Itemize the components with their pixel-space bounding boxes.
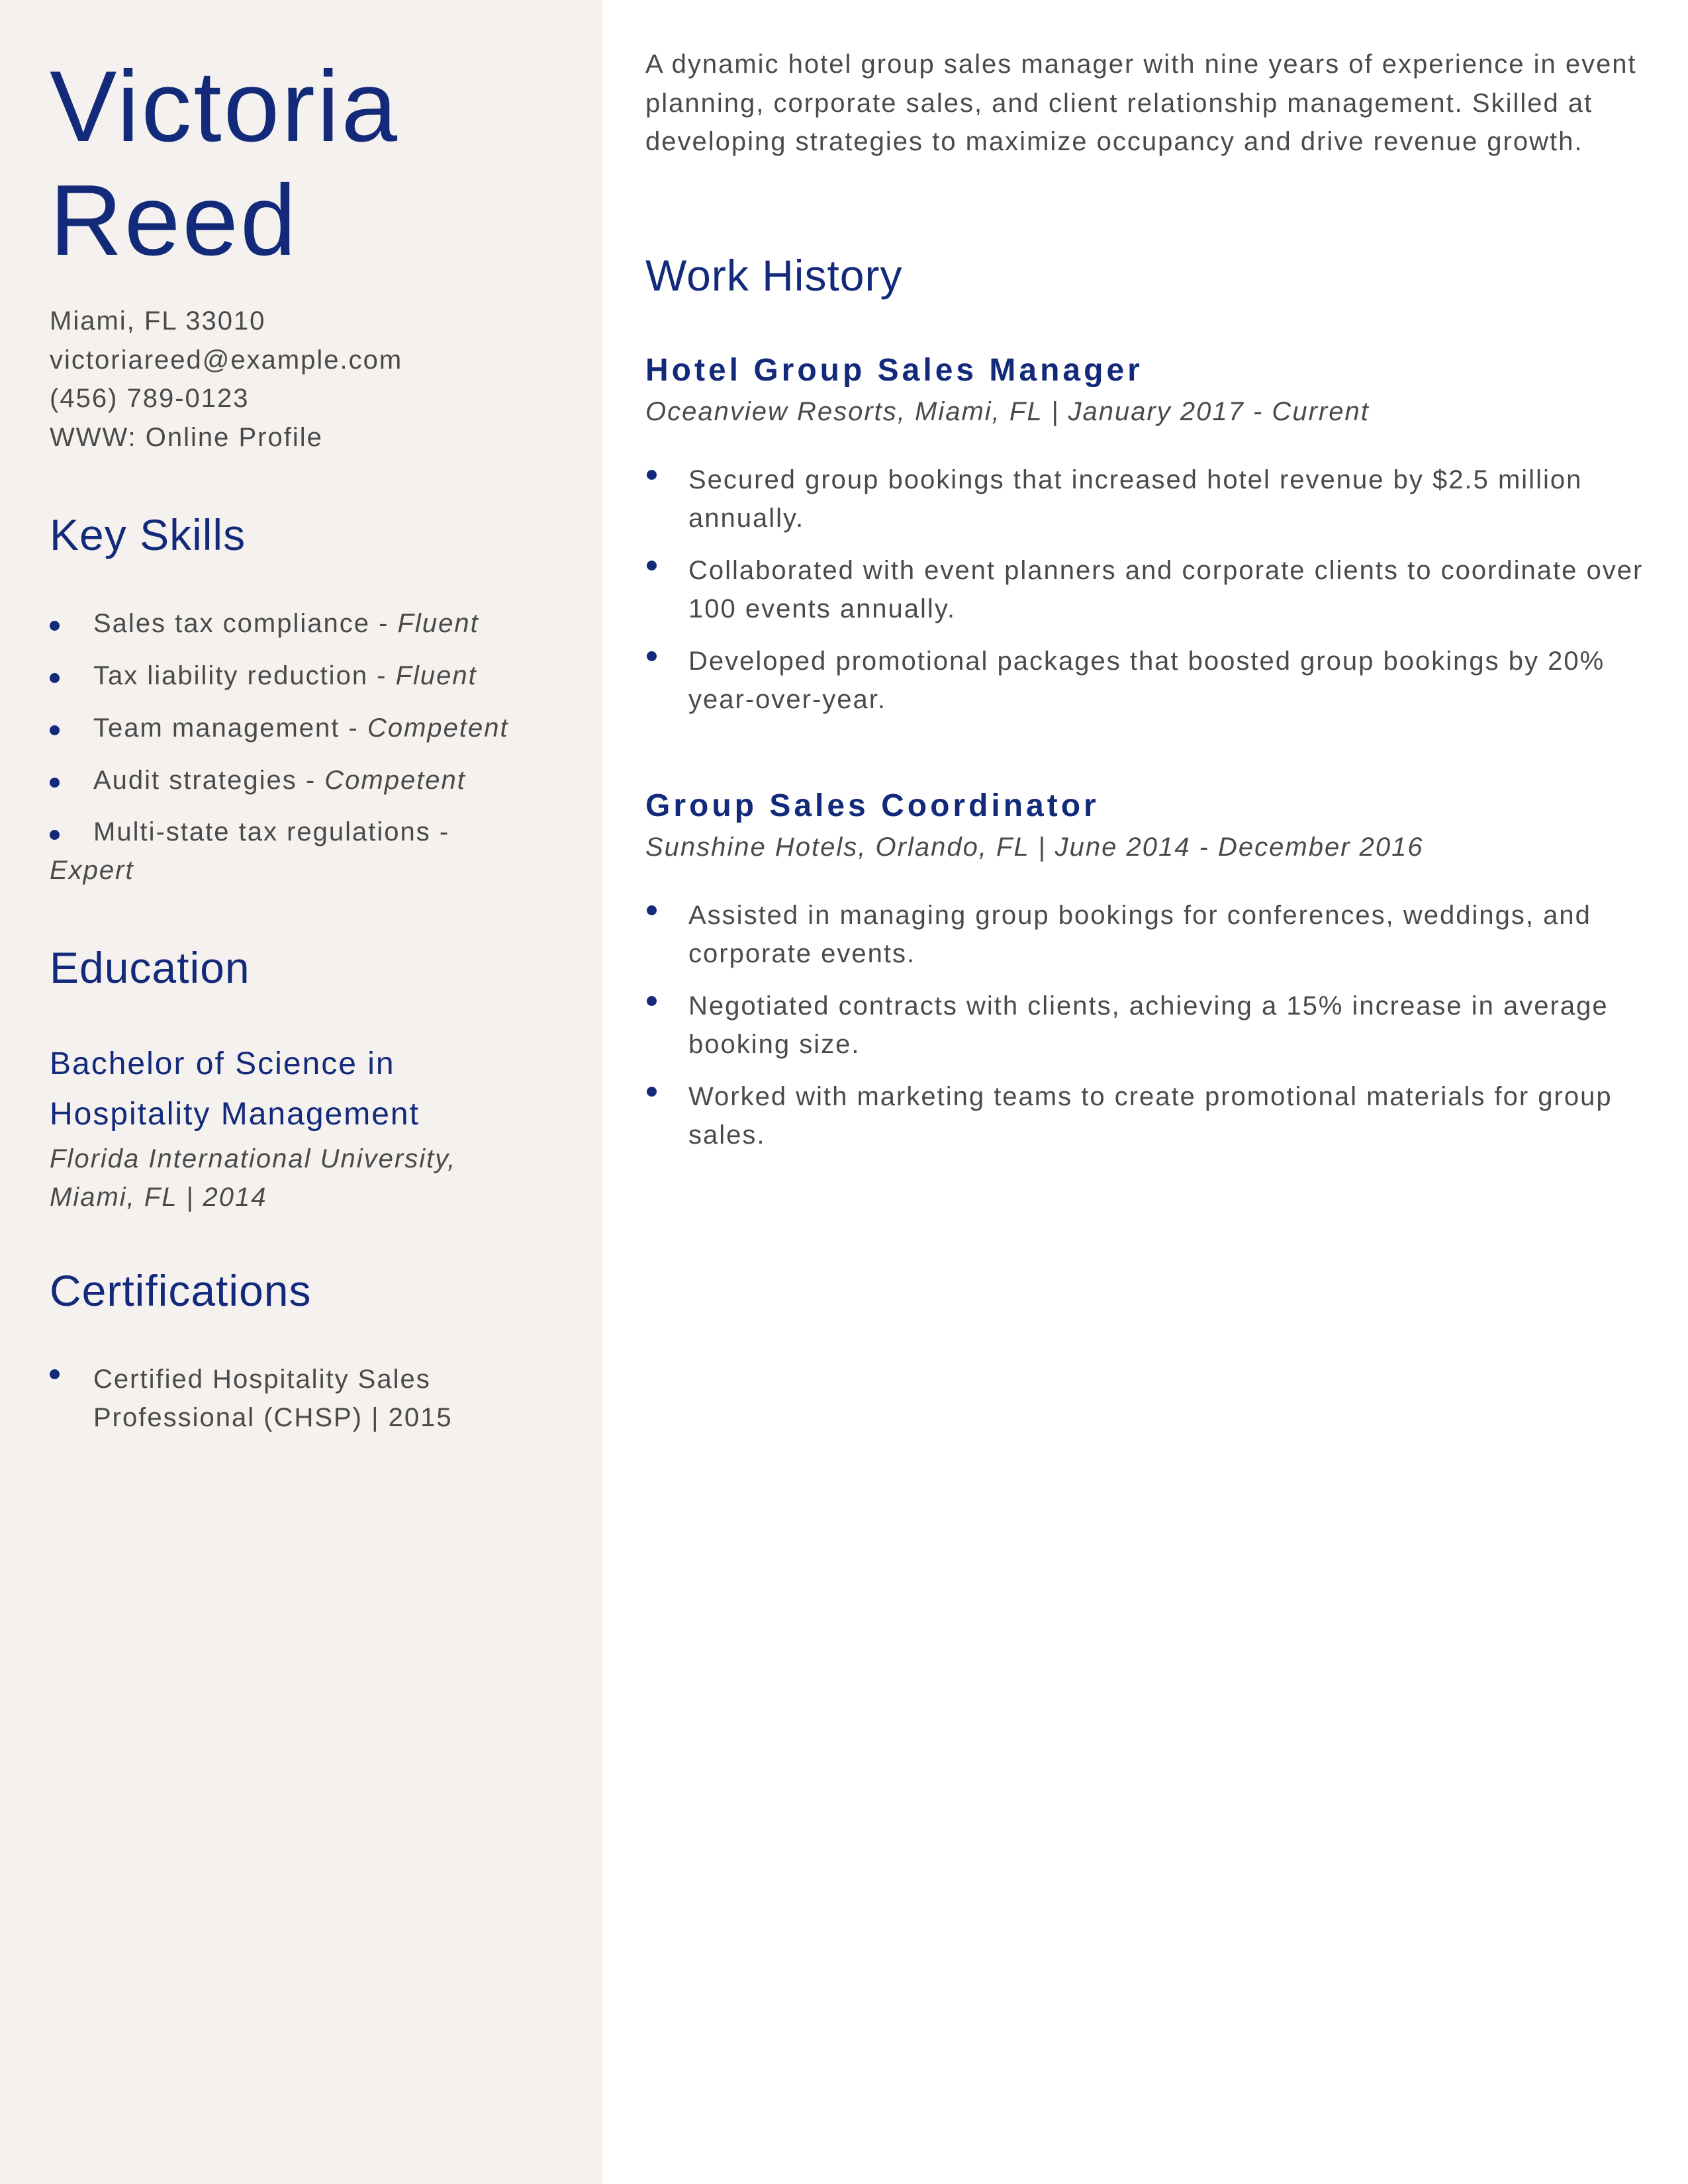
list-item: Secured group bookings that increased hotel revenue by $2.5 million annually.: [645, 461, 1678, 537]
last-name: Reed: [50, 164, 299, 277]
bullet-icon: [50, 778, 60, 788]
job-meta: Sunshine Hotels, Orlando, FL | June 2014 - December 2016: [645, 833, 1424, 862]
main-content: [602, 0, 1688, 2184]
bullet-icon: [50, 673, 60, 683]
summary: A dynamic hotel group sales manager with nine years of experience in event planning, corporate sales, and client relationship management. Skilled at developing strategies to maximize occupancy and drive revenue growth.: [645, 50, 1637, 156]
bullet-icon: [647, 651, 657, 661]
contact-info: [50, 302, 402, 457]
bullet-icon: [50, 725, 60, 735]
list-item: Worked with marketing teams to create promotional materials for group sales.: [645, 1077, 1678, 1154]
education-entry: [50, 1039, 579, 1216]
list-item: Collaborated with event planners and corporate clients to coordinate over 100 events annually.: [645, 551, 1678, 628]
bullet-icon: [50, 1369, 60, 1379]
list-item: Multi-state tax regulations - Expert: [50, 817, 450, 885]
job-meta: Oceanview Resorts, Miami, FL | January 2017 - Current: [645, 397, 1370, 426]
email-link[interactable]: victoriareed@example.com: [50, 345, 403, 375]
list-item: Negotiated contracts with clients, achieving a 15% increase in average booking size.: [645, 987, 1678, 1064]
first-name: Victoria: [50, 50, 400, 163]
list-item: Team management - Competent: [50, 708, 579, 760]
phone: (456) 789-0123: [50, 384, 250, 413]
list-item: Certified Hospitality Sales Professional (CHSP) | 2015: [50, 1360, 579, 1437]
school: Florida International University, Miami, FL | 2014: [50, 1144, 457, 1212]
location: Miami, FL 33010: [50, 306, 266, 336]
job-bullets: [645, 461, 1678, 719]
list-item: Assisted in managing group bookings for conferences, weddings, and corporate events.: [645, 896, 1678, 973]
degree: Bachelor of Science in Hospitality Management: [50, 1046, 420, 1132]
job-title: Hotel Group Sales Manager: [645, 353, 1143, 388]
certifications-list: [50, 1360, 579, 1437]
candidate-name: [50, 50, 399, 277]
list-item: Developed promotional packages that boosted group bookings by 20% year-over-year.: [645, 642, 1678, 719]
skills-list: [50, 604, 579, 885]
bullet-icon: [647, 996, 657, 1006]
bullet-icon: [647, 1087, 657, 1097]
skills-heading: Key Skills: [50, 510, 246, 559]
bullet-icon: [50, 830, 60, 840]
bullet-icon: [647, 470, 657, 480]
job-bullets: [645, 896, 1678, 1154]
job-entry: [645, 349, 1678, 733]
work-history-heading: Work History: [645, 251, 903, 300]
bullet-icon: [647, 905, 657, 915]
job-title: Group Sales Coordinator: [645, 788, 1100, 823]
bullet-icon: [50, 621, 60, 631]
certifications-heading: Certifications: [50, 1266, 312, 1315]
list-item: Sales tax compliance - Fluent: [50, 604, 579, 656]
sidebar: [0, 0, 602, 2184]
bullet-icon: [647, 561, 657, 570]
list-item: Tax liability reduction - Fluent: [50, 656, 579, 708]
education-heading: Education: [50, 943, 250, 992]
website-link[interactable]: WWW: Online Profile: [50, 422, 323, 452]
list-item: Audit strategies - Competent: [50, 760, 579, 813]
job-entry: [645, 785, 1678, 1168]
